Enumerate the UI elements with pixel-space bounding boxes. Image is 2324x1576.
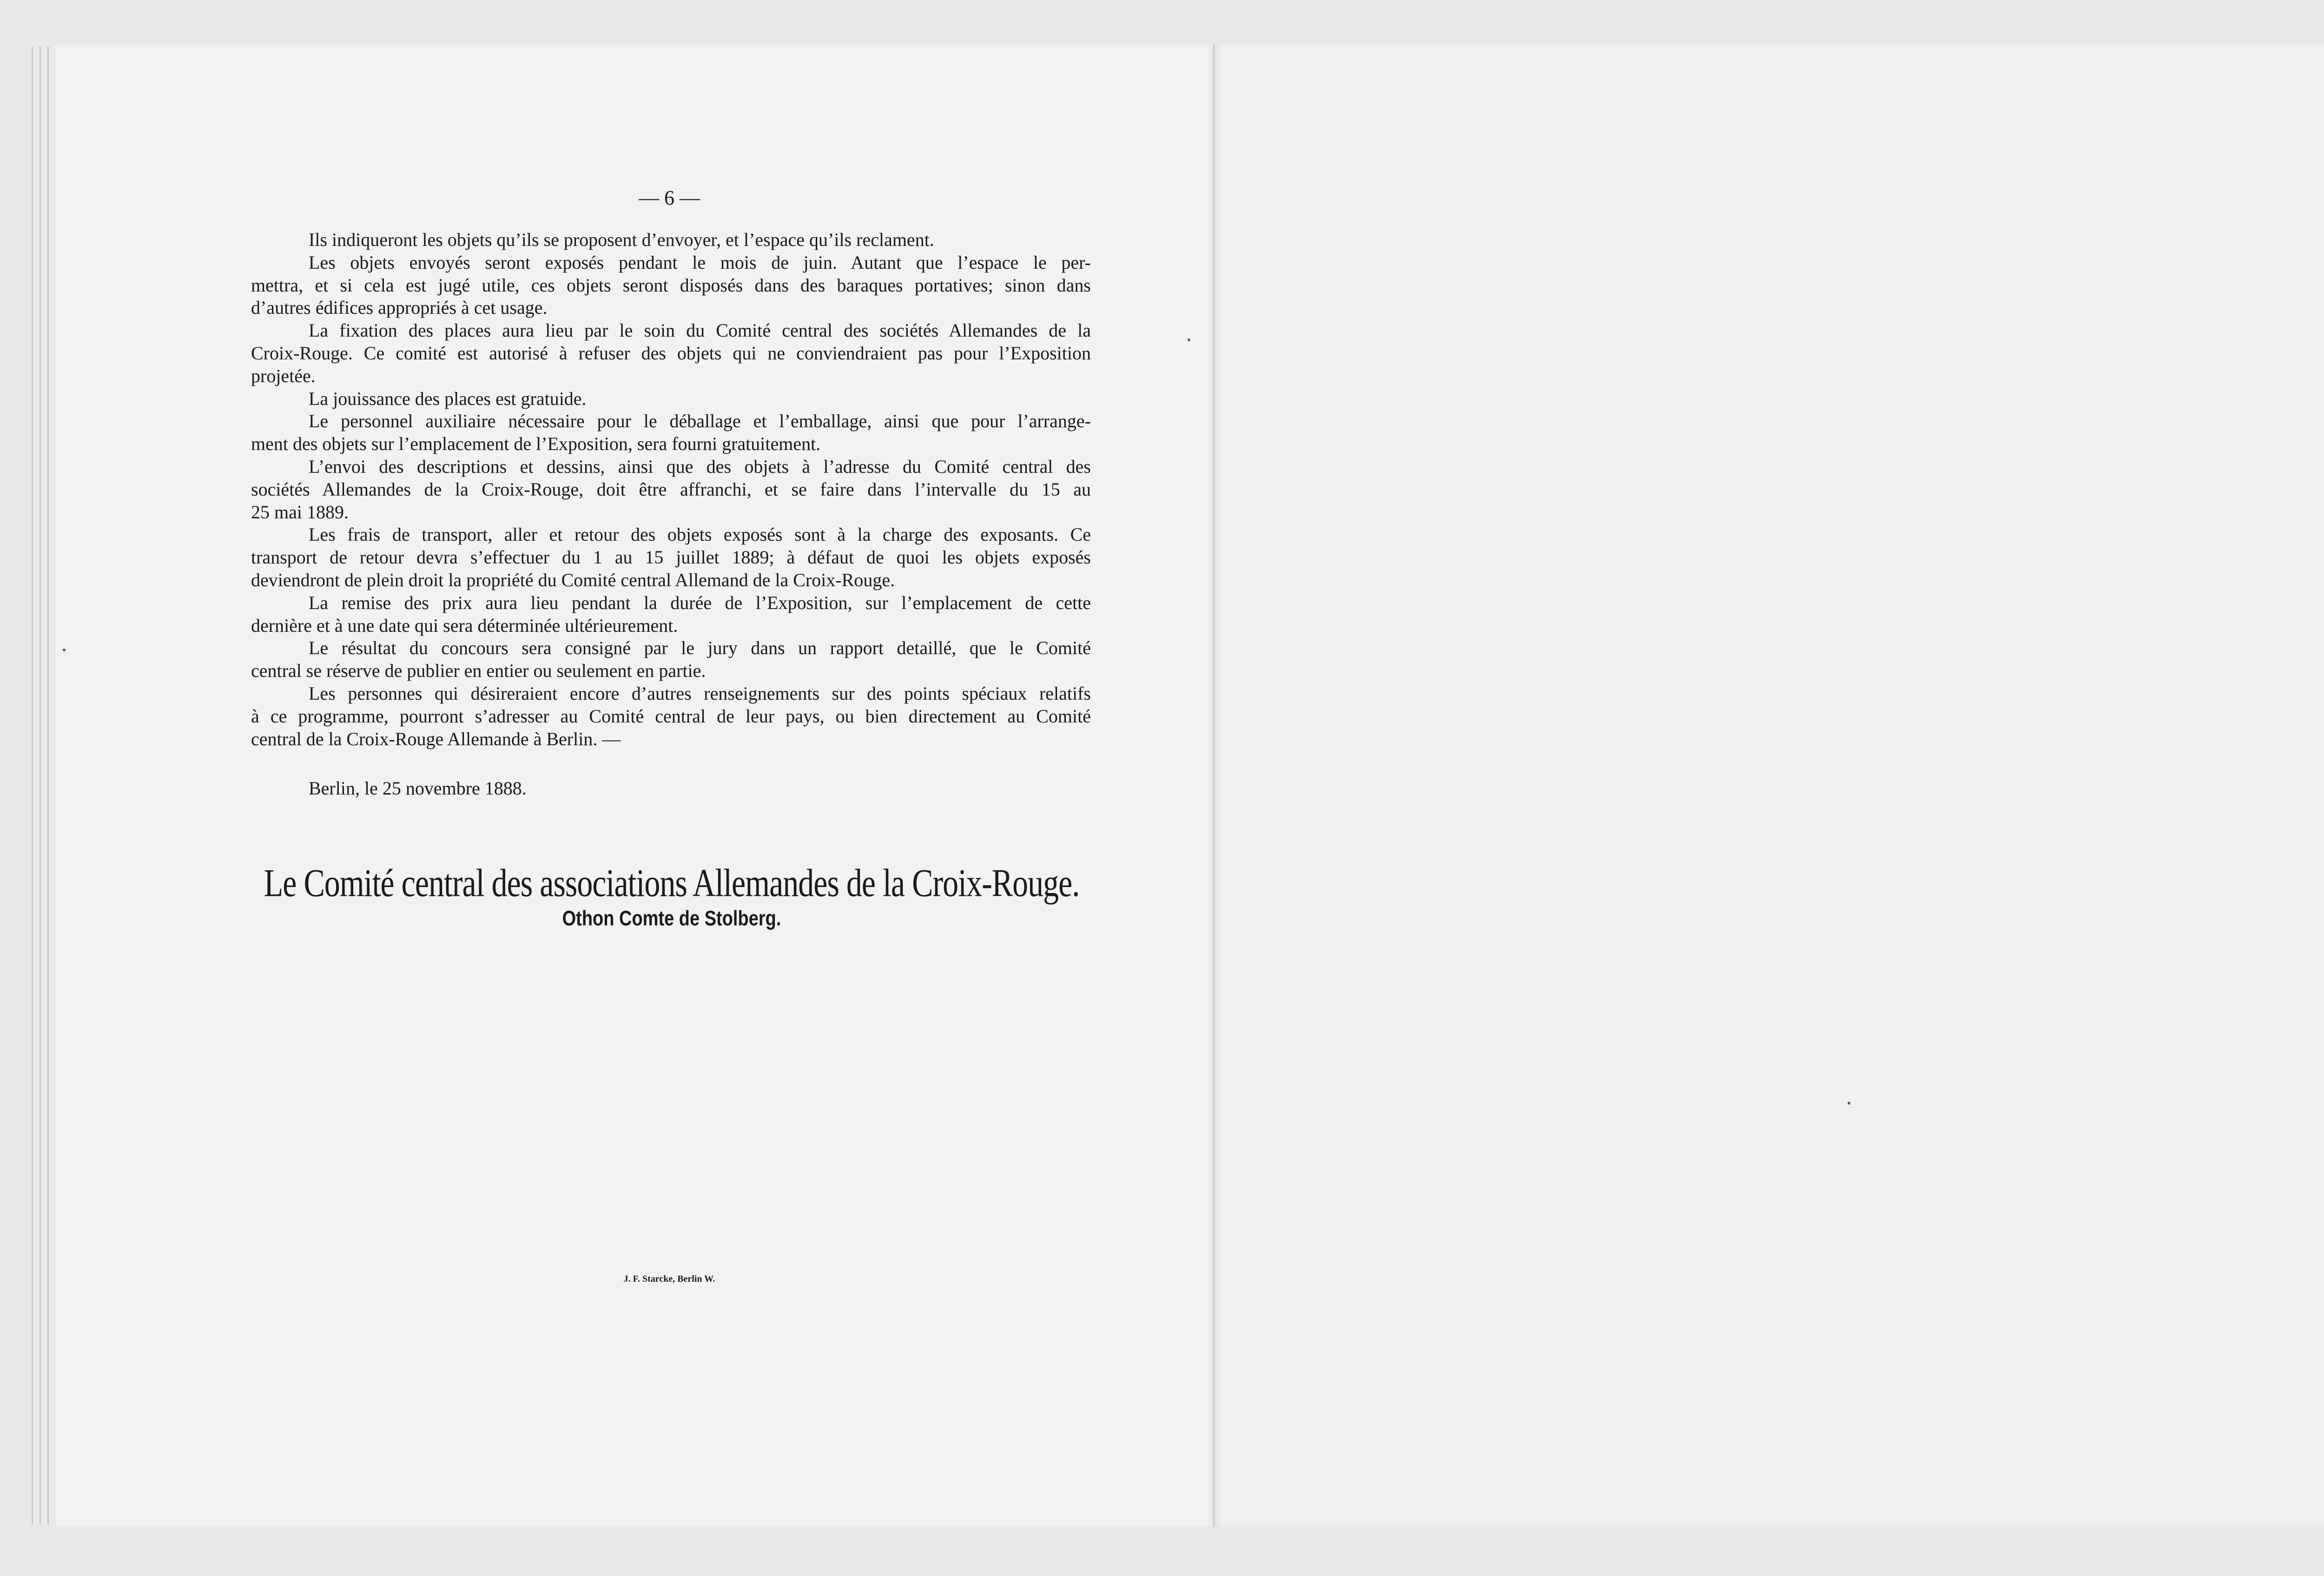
text-line: mettra, et si cela est jugé utile, ces objets seront disposés dans des baraques portatives; sinon dans [251,274,1091,296]
paragraph [251,523,1091,591]
paragraph [251,388,1091,411]
text-line: Les frais de transport, aller et retour des objets exposés sont à la charge des exposants. Ce [309,524,1091,545]
text-line: ment des objets sur l’emplacement de l’Exposition, sera fourni gratuitement. [251,433,821,455]
paragraph [251,229,1091,252]
scan-speck [63,649,66,651]
text-line: d’autres édifices appropriés à cet usage. [251,297,548,318]
text-line: 25 mai 1889. [251,501,349,523]
page-number: — 6 — [639,186,700,209]
text-line: Croix-Rouge. Ce comité est autorisé à refuser des objets qui ne conviendraient pas pour l’Exposition [251,342,1091,364]
text-line: Le personnel auxiliaire nécessaire pour le déballage et l’emballage, ainsi que pour l’arrange- [309,411,1091,432]
text-line: à ce programme, pourront s’adresser au Comité central de leur pays, ou bien directement au Comité [251,705,1091,727]
text-line: L’envoi des descriptions et dessins, ainsi que des objets à l’adresse du Comité central des [309,456,1091,477]
page-stack-edge [47,46,49,1525]
printer-imprint: J. F. Starcke, Berlin W. [623,1274,715,1284]
closing-date-line: Berlin, le 25 novembre 1888. [309,778,527,799]
page-stack-edge [32,46,33,1525]
text-line: deviendront de plein droit la propriété du Comité central Allemand de la Croix-Rouge. [251,569,895,590]
signature: Othon Comte de Stolberg. [562,907,781,931]
scan-speck [1848,1102,1850,1105]
text-line: La remise des prix aura lieu pendant la durée de l’Exposition, sur l’emplacement de cette [309,592,1091,613]
paragraph [251,592,1091,637]
paragraph [251,319,1091,387]
committee-headline: Le Comité central des associations Allemandes de la Croix-Rouge. [264,861,1080,905]
body-text [251,229,1091,750]
paragraph [251,410,1091,456]
text-line: central de la Croix-Rouge Allemande à Berlin. — [251,728,621,749]
paragraph [251,252,1091,319]
text-line: central se réserve de publier en entier ou seulement en partie. [251,660,706,682]
right-page-blank [1216,44,2324,1527]
text-line: sociétés Allemandes de la Croix-Rouge, doit être affranchi, et se faire dans l’intervalle du 15 au [251,478,1091,500]
paragraph [251,637,1091,682]
text-line: La jouissance des places est gratuide. [309,388,587,409]
text-line: Ils indiqueront les objets qu’ils se proposent d’envoyer, et l’espace qu’ils reclament. [309,229,934,250]
text-line: dernière et à une date qui sera déterminée ultérieurement. [251,615,678,636]
text-line: Les personnes qui désireraient encore d’autres renseignements sur des points spéciaux relatifs [309,682,1091,704]
page-stack-edge [40,46,41,1525]
text-line: transport de retour devra s’effectuer du 1 au 15 juillet 1889; à défaut de quoi les objets exposés [251,547,1091,568]
text-line: Le résultat du concours sera consigné par le jury dans un rapport detaillé, que le Comité [309,637,1091,659]
text-line: Les objets envoyés seront exposés pendant le mois de juin. Autant que l’espace le per- [309,252,1091,273]
text-line: La fixation des places aura lieu par le soin du Comité central des sociétés Allemandes de la [309,320,1091,341]
paragraph [251,456,1091,523]
text-line: projetée. [251,365,316,386]
paragraph [251,682,1091,750]
scan-speck [1188,338,1190,341]
